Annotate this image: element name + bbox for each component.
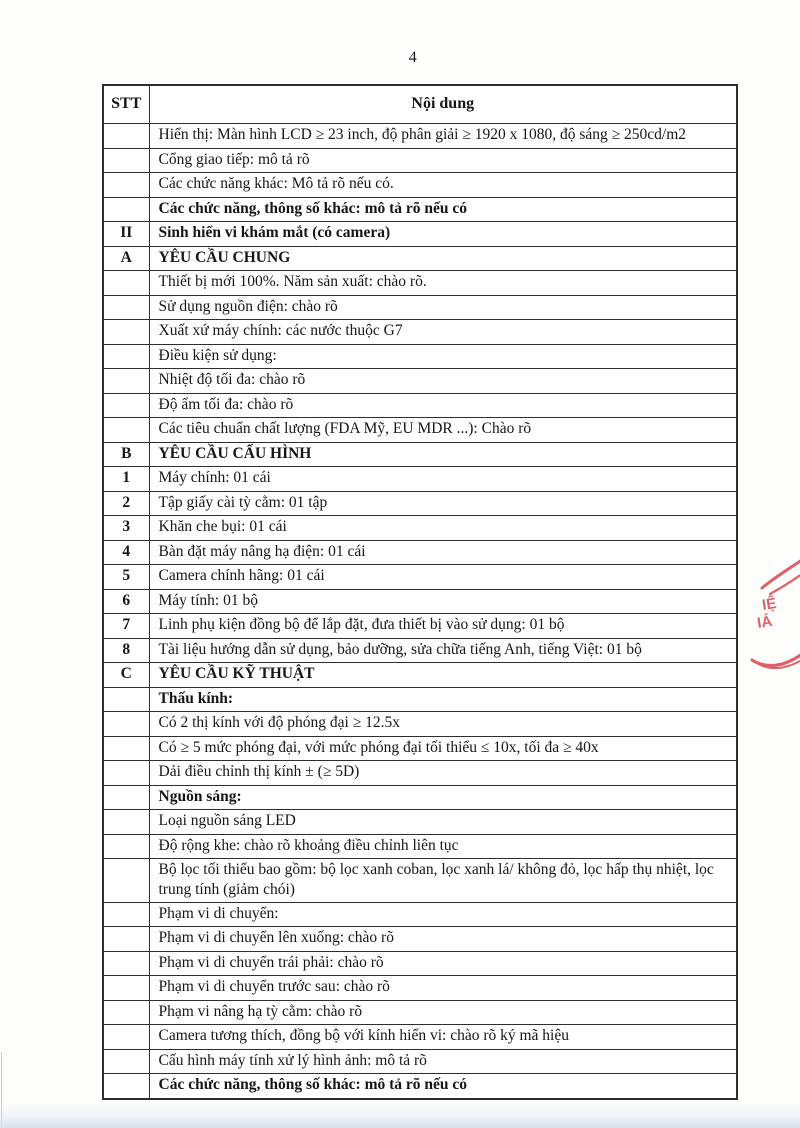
row-content-cell: Sử dụng nguồn điện: chào rõ bbox=[149, 295, 737, 320]
row-stt-cell bbox=[103, 712, 149, 737]
table-row bbox=[103, 638, 737, 663]
column-header-noidung: Nội dung bbox=[149, 85, 737, 124]
row-content-cell: Loại nguồn sáng LED bbox=[149, 810, 737, 835]
row-content-cell: Sinh hiển vi khám mắt (có camera) bbox=[149, 222, 737, 247]
row-stt-cell bbox=[103, 976, 149, 1001]
table-row bbox=[103, 124, 737, 149]
row-stt-cell: B bbox=[103, 442, 149, 467]
row-stt-cell: 5 bbox=[103, 565, 149, 590]
table-row bbox=[103, 736, 737, 761]
row-stt-cell: 4 bbox=[103, 540, 149, 565]
row-stt-cell: 6 bbox=[103, 589, 149, 614]
row-content-cell: Linh phụ kiện đồng bộ để lắp đặt, đưa thiết bị vào sử dụng: 01 bộ bbox=[149, 614, 737, 639]
row-content-cell: Tài liệu hướng dẫn sử dụng, bảo dưỡng, sửa chữa tiếng Anh, tiếng Việt: 01 bộ bbox=[149, 638, 737, 663]
row-stt-cell bbox=[103, 173, 149, 198]
row-stt-cell: 3 bbox=[103, 516, 149, 541]
row-stt-cell bbox=[103, 271, 149, 296]
table-row bbox=[103, 902, 737, 927]
row-stt-cell bbox=[103, 369, 149, 394]
row-content-cell: Camera tương thích, đồng bộ với kính hiển vi: chào rõ ký mã hiệu bbox=[149, 1025, 737, 1050]
row-content-cell: Phạm vi di chuyển trước sau: chào rõ bbox=[149, 976, 737, 1001]
row-content-cell: Thấu kính: bbox=[149, 687, 737, 712]
row-stt-cell bbox=[103, 687, 149, 712]
row-stt-cell bbox=[103, 1049, 149, 1074]
row-content-cell: Các chức năng, thông số khác: mô tả rõ nếu có bbox=[149, 197, 737, 222]
row-stt-cell: 8 bbox=[103, 638, 149, 663]
row-stt-cell bbox=[103, 124, 149, 149]
table-row bbox=[103, 976, 737, 1001]
table-header-row bbox=[103, 85, 737, 124]
row-content-cell: Phạm vi di chuyển trái phải: chào rõ bbox=[149, 951, 737, 976]
row-content-cell: YÊU CẦU CHUNG bbox=[149, 246, 737, 271]
table-row bbox=[103, 467, 737, 492]
row-content-cell: Máy chính: 01 cái bbox=[149, 467, 737, 492]
row-stt-cell bbox=[103, 927, 149, 952]
row-content-cell: Cổng giao tiếp: mô tả rõ bbox=[149, 148, 737, 173]
table-row bbox=[103, 663, 737, 688]
table-row bbox=[103, 687, 737, 712]
row-content-cell: Nhiệt độ tối đa: chào rõ bbox=[149, 369, 737, 394]
table-row bbox=[103, 761, 737, 786]
table-row bbox=[103, 148, 737, 173]
table-row bbox=[103, 540, 737, 565]
table-row bbox=[103, 927, 737, 952]
row-stt-cell: C bbox=[103, 663, 149, 688]
row-content-cell: Các tiêu chuẩn chất lượng (FDA Mỹ, EU MDR ...): Chào rõ bbox=[149, 418, 737, 443]
row-content-cell: Phạm vi di chuyển: bbox=[149, 902, 737, 927]
scan-bottom-shadow bbox=[0, 1102, 800, 1128]
row-content-cell: Hiển thị: Màn hình LCD ≥ 23 inch, độ phân giải ≥ 1920 x 1080, độ sáng ≥ 250cd/m2 bbox=[149, 124, 737, 149]
table-row bbox=[103, 393, 737, 418]
table-row bbox=[103, 295, 737, 320]
row-stt-cell bbox=[103, 148, 149, 173]
table-row bbox=[103, 810, 737, 835]
row-stt-cell bbox=[103, 1000, 149, 1025]
row-content-cell: Có 2 thị kính với độ phóng đại ≥ 12.5x bbox=[149, 712, 737, 737]
table-row bbox=[103, 271, 737, 296]
row-stt-cell bbox=[103, 197, 149, 222]
row-content-cell: Phạm vi di chuyển lên xuống: chào rõ bbox=[149, 927, 737, 952]
row-stt-cell bbox=[103, 834, 149, 859]
row-stt-cell bbox=[103, 418, 149, 443]
row-content-cell: Phạm vi nâng hạ tỳ cằm: chào rõ bbox=[149, 1000, 737, 1025]
row-content-cell: Cấu hình máy tính xử lý hình ảnh: mô tả rõ bbox=[149, 1049, 737, 1074]
spec-table bbox=[102, 84, 738, 1100]
row-stt-cell: 2 bbox=[103, 491, 149, 516]
table-row bbox=[103, 1074, 737, 1099]
table-row bbox=[103, 222, 737, 247]
table-row bbox=[103, 565, 737, 590]
row-content-cell: Bàn đặt máy nâng hạ điện: 01 cái bbox=[149, 540, 737, 565]
row-stt-cell: 1 bbox=[103, 467, 149, 492]
stamp-text-fragment-1: IỆ bbox=[760, 594, 778, 614]
row-content-cell: Xuất xứ máy chính: các nước thuộc G7 bbox=[149, 320, 737, 345]
row-content-cell: YÊU CẦU KỸ THUẬT bbox=[149, 663, 737, 688]
table-row bbox=[103, 785, 737, 810]
row-content-cell: Các chức năng, thông số khác: mô tả rõ nếu có bbox=[149, 1074, 737, 1099]
row-stt-cell: 7 bbox=[103, 614, 149, 639]
table-row bbox=[103, 1025, 737, 1050]
row-stt-cell bbox=[103, 736, 149, 761]
table-row bbox=[103, 589, 737, 614]
row-content-cell: Điều kiện sử dụng: bbox=[149, 344, 737, 369]
table-row bbox=[103, 491, 737, 516]
row-content-cell: Bộ lọc tối thiểu bao gồm: bộ lọc xanh coban, lọc xanh lá/ không đỏ, lọc hấp thụ nhiệt, lọc trung tính (giảm chói) bbox=[149, 859, 737, 903]
row-stt-cell bbox=[103, 761, 149, 786]
row-content-cell: Độ ẩm tối đa: chào rõ bbox=[149, 393, 737, 418]
row-stt-cell bbox=[103, 810, 149, 835]
row-content-cell: Thiết bị mới 100%. Năm sản xuất: chào rõ. bbox=[149, 271, 737, 296]
table-body bbox=[103, 124, 737, 1099]
table-row bbox=[103, 712, 737, 737]
row-stt-cell bbox=[103, 951, 149, 976]
row-content-cell: Độ rộng khe: chào rõ khoảng điều chỉnh liên tục bbox=[149, 834, 737, 859]
table-row bbox=[103, 344, 737, 369]
row-stt-cell bbox=[103, 393, 149, 418]
row-content-cell: Các chức năng khác: Mô tả rõ nếu có. bbox=[149, 173, 737, 198]
row-content-cell: Máy tính: 01 bộ bbox=[149, 589, 737, 614]
table-row bbox=[103, 614, 737, 639]
row-stt-cell bbox=[103, 859, 149, 903]
row-content-cell: Nguồn sáng: bbox=[149, 785, 737, 810]
table-row bbox=[103, 320, 737, 345]
table-row bbox=[103, 1049, 737, 1074]
row-stt-cell: II bbox=[103, 222, 149, 247]
table-row bbox=[103, 173, 737, 198]
row-stt-cell bbox=[103, 785, 149, 810]
red-stamp-fragment bbox=[748, 548, 800, 688]
row-stt-cell: A bbox=[103, 246, 149, 271]
row-content-cell: Có ≥ 5 mức phóng đại, với mức phóng đại tối thiểu ≤ 10x, tối đa ≥ 40x bbox=[149, 736, 737, 761]
table-row bbox=[103, 197, 737, 222]
table-row bbox=[103, 442, 737, 467]
table-row bbox=[103, 951, 737, 976]
stamp-text-fragment-2: IÁ bbox=[755, 612, 774, 632]
row-content-cell: YÊU CẦU CẤU HÌNH bbox=[149, 442, 737, 467]
table-row bbox=[103, 1000, 737, 1025]
column-header-stt: STT bbox=[103, 85, 149, 124]
row-stt-cell bbox=[103, 1074, 149, 1099]
row-stt-cell bbox=[103, 320, 149, 345]
row-stt-cell bbox=[103, 344, 149, 369]
table-row bbox=[103, 369, 737, 394]
row-stt-cell bbox=[103, 295, 149, 320]
table-row bbox=[103, 834, 737, 859]
row-content-cell: Khăn che bụi: 01 cái bbox=[149, 516, 737, 541]
page-number: 4 bbox=[408, 49, 418, 66]
row-stt-cell bbox=[103, 1025, 149, 1050]
row-stt-cell bbox=[103, 902, 149, 927]
table-row bbox=[103, 418, 737, 443]
table-row bbox=[103, 859, 737, 903]
table-row bbox=[103, 516, 737, 541]
table-row bbox=[103, 246, 737, 271]
row-content-cell: Camera chính hãng: 01 cái bbox=[149, 565, 737, 590]
row-content-cell: Dải điều chỉnh thị kính ± (≥ 5D) bbox=[149, 761, 737, 786]
row-content-cell: Tập giấy cài tỳ cằm: 01 tập bbox=[149, 491, 737, 516]
